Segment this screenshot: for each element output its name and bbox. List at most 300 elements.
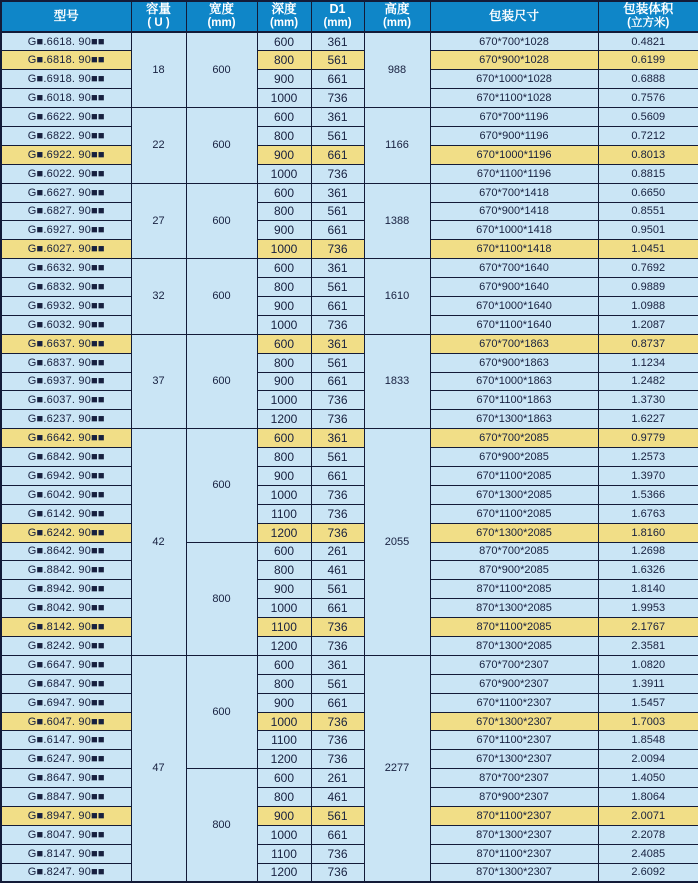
table-row	[1, 126, 698, 145]
model-cell: G■.8847. 90■■	[1, 788, 131, 807]
d1-cell: 561	[311, 674, 364, 693]
table-row	[1, 712, 698, 731]
package-volume-cell: 1.0820	[598, 655, 698, 674]
package-volume-cell: 0.6888	[598, 70, 698, 89]
package-size-cell: 670*1300*1863	[430, 410, 598, 429]
d1-cell: 661	[311, 70, 364, 89]
depth-cell: 900	[257, 580, 311, 599]
depth-cell: 1000	[257, 164, 311, 183]
table-row	[1, 183, 698, 202]
model-cell: G■.6927. 90■■	[1, 221, 131, 240]
d1-cell: 736	[311, 712, 364, 731]
model-cell: G■.6918. 90■■	[1, 70, 131, 89]
model-cell: G■.8947. 90■■	[1, 807, 131, 826]
table-row	[1, 145, 698, 164]
depth-cell: 900	[257, 807, 311, 826]
depth-cell: 600	[257, 334, 311, 353]
table-row	[1, 788, 698, 807]
table-header	[1, 1, 698, 32]
model-cell: G■.8242. 90■■	[1, 637, 131, 656]
package-volume-cell: 2.3581	[598, 637, 698, 656]
package-size-cell: 670*900*1863	[430, 353, 598, 372]
model-cell: G■.6618. 90■■	[1, 32, 131, 51]
model-cell: G■.8042. 90■■	[1, 599, 131, 618]
package-volume-cell: 0.9779	[598, 429, 698, 448]
package-volume-cell: 0.6650	[598, 183, 698, 202]
column-header-label: 型号	[53, 9, 79, 24]
package-size-cell: 670*700*1418	[430, 183, 598, 202]
table-row	[1, 278, 698, 297]
table-row	[1, 334, 698, 353]
width-cell: 600	[186, 183, 257, 259]
package-size-cell: 670*1100*1196	[430, 164, 598, 183]
depth-cell: 1000	[257, 315, 311, 334]
depth-cell: 800	[257, 448, 311, 467]
capacity-cell: 42	[131, 429, 186, 656]
model-cell: G■.6247. 90■■	[1, 750, 131, 769]
package-size-cell: 670*1100*2085	[430, 466, 598, 485]
package-size-cell: 670*900*2307	[430, 674, 598, 693]
depth-cell: 800	[257, 353, 311, 372]
height-cell: 2277	[364, 655, 430, 882]
model-cell: G■.6627. 90■■	[1, 183, 131, 202]
d1-cell: 561	[311, 580, 364, 599]
model-cell: G■.6947. 90■■	[1, 693, 131, 712]
package-volume-cell: 1.2482	[598, 372, 698, 391]
depth-cell: 600	[257, 542, 311, 561]
package-volume-cell: 0.8815	[598, 164, 698, 183]
package-volume-cell: 0.5609	[598, 108, 698, 127]
model-cell: G■.6837. 90■■	[1, 353, 131, 372]
column-header-unit: (立方米)	[627, 17, 670, 30]
package-volume-cell: 1.0451	[598, 240, 698, 259]
model-cell: G■.6842. 90■■	[1, 448, 131, 467]
d1-cell: 361	[311, 108, 364, 127]
package-size-cell: 670*700*2085	[430, 429, 598, 448]
d1-cell: 661	[311, 145, 364, 164]
d1-cell: 561	[311, 126, 364, 145]
depth-cell: 800	[257, 51, 311, 70]
package-size-cell: 870*700*2085	[430, 542, 598, 561]
package-size-cell: 870*1300*2085	[430, 599, 598, 618]
header-row	[1, 1, 698, 32]
depth-cell: 600	[257, 655, 311, 674]
table-row	[1, 863, 698, 882]
model-cell: G■.6642. 90■■	[1, 429, 131, 448]
package-volume-cell: 1.6227	[598, 410, 698, 429]
depth-cell: 1000	[257, 240, 311, 259]
column-header-label: 包装尺寸	[488, 9, 539, 24]
model-cell: G■.6647. 90■■	[1, 655, 131, 674]
table-row	[1, 750, 698, 769]
width-cell: 600	[186, 334, 257, 428]
column-header-label: 包装体积	[623, 2, 674, 17]
package-volume-cell: 1.2087	[598, 315, 698, 334]
package-volume-cell: 0.4821	[598, 32, 698, 51]
d1-cell: 736	[311, 240, 364, 259]
package-size-cell: 670*1100*1640	[430, 315, 598, 334]
d1-cell: 361	[311, 655, 364, 674]
width-cell: 600	[186, 429, 257, 542]
table-row	[1, 221, 698, 240]
d1-cell: 261	[311, 769, 364, 788]
d1-cell: 736	[311, 315, 364, 334]
package-size-cell: 670*1100*2307	[430, 693, 598, 712]
package-volume-cell: 1.3911	[598, 674, 698, 693]
depth-cell: 1100	[257, 731, 311, 750]
height-cell: 988	[364, 32, 430, 108]
column-header-label: 深度	[271, 2, 297, 17]
package-volume-cell: 1.3970	[598, 466, 698, 485]
model-cell: G■.6637. 90■■	[1, 334, 131, 353]
depth-cell: 1200	[257, 863, 311, 882]
depth-cell: 600	[257, 259, 311, 278]
package-volume-cell: 2.1767	[598, 618, 698, 637]
package-volume-cell: 0.9501	[598, 221, 698, 240]
capacity-cell: 47	[131, 655, 186, 882]
column-header-package_volume	[598, 1, 698, 32]
d1-cell: 661	[311, 693, 364, 712]
column-header-label: 容量	[145, 2, 171, 17]
d1-cell: 736	[311, 485, 364, 504]
package-volume-cell: 1.7003	[598, 712, 698, 731]
column-header-unit: (mm)	[207, 17, 236, 30]
depth-cell: 900	[257, 372, 311, 391]
column-header-model	[1, 1, 131, 32]
capacity-cell: 32	[131, 259, 186, 335]
package-volume-cell: 1.8140	[598, 580, 698, 599]
column-header-width	[186, 1, 257, 32]
package-size-cell: 870*1100*2307	[430, 807, 598, 826]
capacity-cell: 27	[131, 183, 186, 259]
d1-cell: 661	[311, 372, 364, 391]
column-header-unit: (mm)	[382, 17, 412, 30]
column-header-label: 宽度	[208, 2, 234, 17]
depth-cell: 600	[257, 108, 311, 127]
model-cell: G■.6822. 90■■	[1, 126, 131, 145]
model-cell: G■.6027. 90■■	[1, 240, 131, 259]
table-row	[1, 655, 698, 674]
package-volume-cell: 0.7692	[598, 259, 698, 278]
column-header-label: D1	[329, 2, 346, 17]
model-cell: G■.8942. 90■■	[1, 580, 131, 599]
depth-cell: 1100	[257, 618, 311, 637]
table-row	[1, 448, 698, 467]
model-cell: G■.6932. 90■■	[1, 296, 131, 315]
package-volume-cell: 2.0071	[598, 807, 698, 826]
d1-cell: 661	[311, 599, 364, 618]
depth-cell: 900	[257, 221, 311, 240]
table-row	[1, 637, 698, 656]
depth-cell: 900	[257, 70, 311, 89]
package-size-cell: 670*700*1863	[430, 334, 598, 353]
package-volume-cell: 0.6199	[598, 51, 698, 70]
model-cell: G■.6142. 90■■	[1, 504, 131, 523]
model-cell: G■.8147. 90■■	[1, 844, 131, 863]
column-header-depth	[257, 1, 311, 32]
depth-cell: 1200	[257, 637, 311, 656]
package-size-cell: 670*1100*1863	[430, 391, 598, 410]
d1-cell: 736	[311, 89, 364, 108]
table-row	[1, 32, 698, 51]
depth-cell: 600	[257, 429, 311, 448]
package-size-cell: 670*1100*1418	[430, 240, 598, 259]
package-volume-cell: 0.7212	[598, 126, 698, 145]
d1-cell: 361	[311, 429, 364, 448]
depth-cell: 1000	[257, 485, 311, 504]
package-size-cell: 670*700*1196	[430, 108, 598, 127]
d1-cell: 736	[311, 164, 364, 183]
depth-cell: 600	[257, 183, 311, 202]
d1-cell: 661	[311, 221, 364, 240]
depth-cell: 1100	[257, 844, 311, 863]
d1-cell: 561	[311, 448, 364, 467]
capacity-cell: 18	[131, 32, 186, 108]
package-size-cell: 670*700*1640	[430, 259, 598, 278]
column-header-unit: ( U )	[147, 17, 170, 30]
package-volume-cell: 1.8548	[598, 731, 698, 750]
column-header-d1	[311, 1, 364, 32]
width-cell: 600	[186, 259, 257, 335]
model-cell: G■.6922. 90■■	[1, 145, 131, 164]
table-row	[1, 315, 698, 334]
table-row	[1, 202, 698, 221]
height-cell: 1388	[364, 183, 430, 259]
table-row	[1, 561, 698, 580]
depth-cell: 1000	[257, 391, 311, 410]
model-cell: G■.6237. 90■■	[1, 410, 131, 429]
d1-cell: 561	[311, 51, 364, 70]
package-size-cell: 870*1100*2085	[430, 580, 598, 599]
package-size-cell: 670*700*1028	[430, 32, 598, 51]
d1-cell: 361	[311, 259, 364, 278]
package-volume-cell: 1.4050	[598, 769, 698, 788]
package-size-cell: 670*1300*2085	[430, 485, 598, 504]
width-cell: 800	[186, 542, 257, 655]
package-size-cell: 870*700*2307	[430, 769, 598, 788]
package-volume-cell: 0.9889	[598, 278, 698, 297]
width-cell: 800	[186, 769, 257, 882]
package-size-cell: 870*1300*2085	[430, 637, 598, 656]
package-size-cell: 670*900*1418	[430, 202, 598, 221]
package-size-cell: 670*1100*2085	[430, 504, 598, 523]
column-header-label: 高度	[384, 2, 410, 17]
d1-cell: 736	[311, 750, 364, 769]
model-cell: G■.8842. 90■■	[1, 561, 131, 580]
table-row	[1, 674, 698, 693]
d1-cell: 736	[311, 844, 364, 863]
table-row	[1, 89, 698, 108]
package-size-cell: 670*1300*2307	[430, 712, 598, 731]
package-volume-cell: 1.5366	[598, 485, 698, 504]
d1-cell: 261	[311, 542, 364, 561]
depth-cell: 1200	[257, 523, 311, 542]
model-cell: G■.6942. 90■■	[1, 466, 131, 485]
table-row	[1, 807, 698, 826]
d1-cell: 661	[311, 296, 364, 315]
package-size-cell: 670*1000*1640	[430, 296, 598, 315]
model-cell: G■.6018. 90■■	[1, 89, 131, 108]
model-cell: G■.8647. 90■■	[1, 769, 131, 788]
table-row	[1, 523, 698, 542]
column-header-height	[364, 1, 430, 32]
table-row	[1, 599, 698, 618]
package-size-cell: 870*1100*2085	[430, 618, 598, 637]
column-header-unit: (mm)	[269, 17, 299, 30]
table-row	[1, 769, 698, 788]
d1-cell: 736	[311, 863, 364, 882]
table-row	[1, 353, 698, 372]
package-size-cell: 670*1300*2307	[430, 750, 598, 769]
package-size-cell: 670*1000*1863	[430, 372, 598, 391]
table-row	[1, 296, 698, 315]
d1-cell: 561	[311, 807, 364, 826]
table-row	[1, 693, 698, 712]
model-cell: G■.6242. 90■■	[1, 523, 131, 542]
depth-cell: 800	[257, 561, 311, 580]
model-cell: G■.6632. 90■■	[1, 259, 131, 278]
model-cell: G■.8247. 90■■	[1, 863, 131, 882]
package-volume-cell: 2.0094	[598, 750, 698, 769]
model-cell: G■.6937. 90■■	[1, 372, 131, 391]
model-cell: G■.6032. 90■■	[1, 315, 131, 334]
d1-cell: 561	[311, 278, 364, 297]
width-cell: 600	[186, 108, 257, 184]
package-size-cell: 670*1000*1028	[430, 70, 598, 89]
d1-cell: 736	[311, 637, 364, 656]
package-volume-cell: 1.5457	[598, 693, 698, 712]
d1-cell: 561	[311, 202, 364, 221]
d1-cell: 461	[311, 788, 364, 807]
depth-cell: 1000	[257, 599, 311, 618]
depth-cell: 800	[257, 126, 311, 145]
table-row	[1, 372, 698, 391]
model-cell: G■.6622. 90■■	[1, 108, 131, 127]
table-row	[1, 70, 698, 89]
column-header-unit: (mm)	[323, 17, 352, 30]
depth-cell: 1000	[257, 712, 311, 731]
d1-cell: 661	[311, 825, 364, 844]
package-size-cell: 670*1000*1418	[430, 221, 598, 240]
model-cell: G■.8047. 90■■	[1, 825, 131, 844]
d1-cell: 736	[311, 391, 364, 410]
table-row	[1, 240, 698, 259]
model-cell: G■.6037. 90■■	[1, 391, 131, 410]
height-cell: 1166	[364, 108, 430, 184]
d1-cell: 736	[311, 523, 364, 542]
height-cell: 2055	[364, 429, 430, 656]
package-size-cell: 870*900*2085	[430, 561, 598, 580]
table-row	[1, 391, 698, 410]
package-volume-cell: 0.8737	[598, 334, 698, 353]
package-size-cell: 670*900*2085	[430, 448, 598, 467]
table-row	[1, 108, 698, 127]
d1-cell: 736	[311, 410, 364, 429]
height-cell: 1610	[364, 259, 430, 335]
d1-cell: 736	[311, 731, 364, 750]
depth-cell: 900	[257, 145, 311, 164]
depth-cell: 1100	[257, 504, 311, 523]
package-size-cell: 670*700*2307	[430, 655, 598, 674]
model-cell: G■.6818. 90■■	[1, 51, 131, 70]
package-size-cell: 670*1100*2307	[430, 731, 598, 750]
table-row	[1, 429, 698, 448]
depth-cell: 800	[257, 788, 311, 807]
width-cell: 600	[186, 32, 257, 108]
package-volume-cell: 1.3730	[598, 391, 698, 410]
depth-cell: 600	[257, 32, 311, 51]
package-volume-cell: 1.2573	[598, 448, 698, 467]
d1-cell: 736	[311, 504, 364, 523]
package-size-cell: 670*1000*1196	[430, 145, 598, 164]
package-volume-cell: 1.6326	[598, 561, 698, 580]
depth-cell: 800	[257, 674, 311, 693]
model-cell: G■.6047. 90■■	[1, 712, 131, 731]
d1-cell: 736	[311, 618, 364, 637]
d1-cell: 361	[311, 334, 364, 353]
depth-cell: 900	[257, 296, 311, 315]
capacity-cell: 37	[131, 334, 186, 428]
package-size-cell: 870*1300*2307	[430, 825, 598, 844]
table-row	[1, 259, 698, 278]
table-row	[1, 410, 698, 429]
package-size-cell: 670*1300*2085	[430, 523, 598, 542]
model-cell: G■.6827. 90■■	[1, 202, 131, 221]
depth-cell: 1000	[257, 825, 311, 844]
package-volume-cell: 2.4085	[598, 844, 698, 863]
capacity-cell: 22	[131, 108, 186, 184]
package-volume-cell: 0.8013	[598, 145, 698, 164]
depth-cell: 1000	[257, 89, 311, 108]
d1-cell: 361	[311, 32, 364, 51]
table-row	[1, 51, 698, 70]
package-volume-cell: 1.1234	[598, 353, 698, 372]
depth-cell: 900	[257, 693, 311, 712]
package-volume-cell: 1.2698	[598, 542, 698, 561]
depth-cell: 600	[257, 769, 311, 788]
table-row	[1, 542, 698, 561]
package-volume-cell: 0.8551	[598, 202, 698, 221]
model-cell: G■.8642. 90■■	[1, 542, 131, 561]
package-volume-cell: 1.8064	[598, 788, 698, 807]
table-row	[1, 731, 698, 750]
package-size-cell: 670*900*1640	[430, 278, 598, 297]
table-row	[1, 466, 698, 485]
model-cell: G■.8142. 90■■	[1, 618, 131, 637]
package-size-cell: 670*900*1196	[430, 126, 598, 145]
package-volume-cell: 1.9953	[598, 599, 698, 618]
package-volume-cell: 0.7576	[598, 89, 698, 108]
d1-cell: 661	[311, 466, 364, 485]
table-row	[1, 825, 698, 844]
package-size-cell: 870*1300*2307	[430, 863, 598, 882]
model-cell: G■.6147. 90■■	[1, 731, 131, 750]
model-cell: G■.6022. 90■■	[1, 164, 131, 183]
package-volume-cell: 1.0988	[598, 296, 698, 315]
package-size-cell: 870*900*2307	[430, 788, 598, 807]
table-row	[1, 504, 698, 523]
table-row	[1, 844, 698, 863]
model-cell: G■.6042. 90■■	[1, 485, 131, 504]
table-row	[1, 580, 698, 599]
table-row	[1, 485, 698, 504]
table-row	[1, 618, 698, 637]
d1-cell: 361	[311, 183, 364, 202]
height-cell: 1833	[364, 334, 430, 428]
depth-cell: 800	[257, 278, 311, 297]
package-volume-cell: 2.2078	[598, 825, 698, 844]
column-header-package_size	[430, 1, 598, 32]
